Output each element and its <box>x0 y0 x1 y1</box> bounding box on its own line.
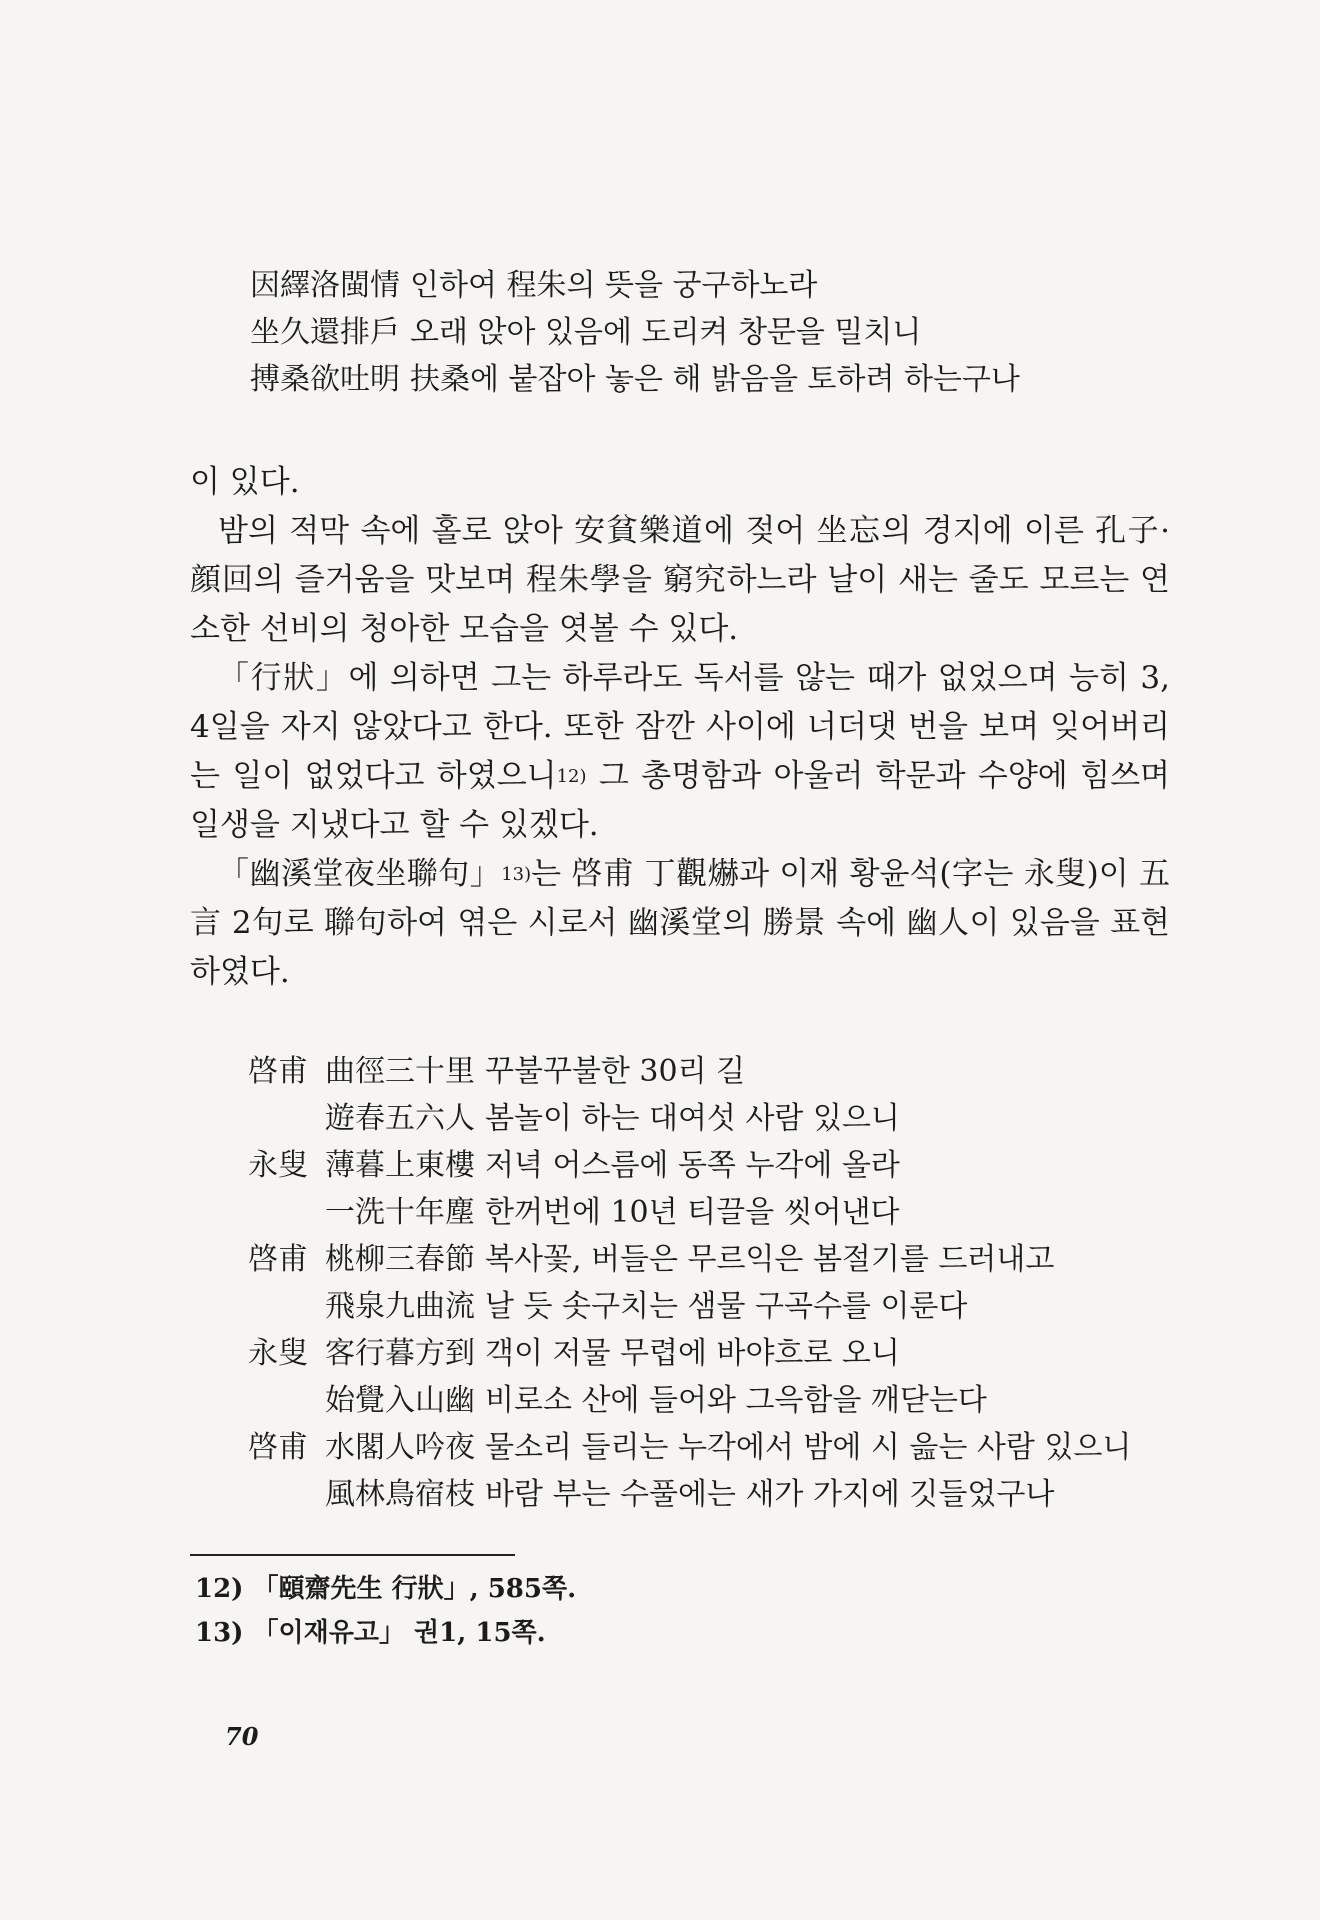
paragraph-text: 는 啓甫 丁觀爀과 이재 황윤석(字는 永叟)이 五言 2句로 聯句하여 엮은 시로서 幽溪堂의 勝景 속에 幽人이 있음을 표현하였다. <box>190 856 1171 990</box>
footnote: 13) 「이재유고」 권1, 15쪽. <box>195 1618 546 1648</box>
footnote-ref: 12) <box>556 766 587 787</box>
paragraph-text: 그 총명함과 아울러 학문과 수양에 힘쓰며 일생을 지냈다고 할 수 있겠다. <box>190 758 1170 843</box>
paragraph <box>190 654 1170 850</box>
poem-hanja: 因繹洛閩情 <box>250 268 400 303</box>
footnote-ref: 13) <box>501 864 532 885</box>
verse-korean: 물소리 들리는 누각에서 밤에 시 읊는 사람 있으니 <box>485 1430 1132 1465</box>
verse-hanja: 風林鳥宿枝 <box>325 1477 475 1512</box>
paragraph: 이 있다. <box>190 464 300 500</box>
verse-speaker: 永叟 <box>248 1148 308 1183</box>
paragraph: 밤의 적막 속에 홀로 앉아 安貧樂道에 젖어 坐忘의 경지에 이른 孔子·顔回의 즐거움을 맛보며 程朱學을 窮究하느라 날이 새는 줄도 모르는 연소한 선비의 청아한 모습을 엿볼 수 있다. <box>190 513 1170 647</box>
body-text <box>190 458 1170 997</box>
poem-korean: 인하여 程朱의 뜻을 궁구하노라 <box>410 268 818 303</box>
verse-speaker: 啓甫 <box>248 1054 308 1089</box>
verse-hanja: 一洗十年塵 <box>325 1195 475 1230</box>
page-number: 70 <box>225 1722 259 1751</box>
paragraph-text: 「行狀」에 의하면 그는 하루라도 독서를 않는 때가 없었으며 능히 3, 4일을 자지 않았다고 한다. 또한 잠깐 사이에 너더댓 번을 보며 잊어버리는 일이 없었다고 하였으니 <box>190 660 1170 794</box>
verse-korean: 비로소 산에 들어와 그윽함을 깨닫는다 <box>485 1383 987 1418</box>
footnote-divider <box>190 1554 515 1556</box>
verse-speaker: 啓甫 <box>248 1430 308 1465</box>
verse-korean: 꾸불꾸불한 30리 길 <box>485 1054 746 1089</box>
verse-korean: 바람 부는 수풀에는 새가 가지에 깃들었구나 <box>485 1477 1055 1512</box>
verse-speaker: 啓甫 <box>248 1242 308 1277</box>
verse-korean: 날 듯 솟구치는 샘물 구곡수를 이룬다 <box>485 1289 968 1324</box>
verse-hanja: 始覺入山幽 <box>325 1383 475 1418</box>
paragraph <box>190 850 1170 997</box>
verse-hanja: 遊春五六人 <box>325 1101 475 1136</box>
verse-hanja: 薄暮上東樓 <box>325 1148 475 1183</box>
paragraph-text: 「幽溪堂夜坐聯句」 <box>218 856 502 892</box>
poem-hanja: 搏桑欲吐明 <box>250 362 400 397</box>
verse-korean: 봄놀이 하는 대여섯 사람 있으니 <box>485 1101 900 1136</box>
verse-korean: 객이 저물 무렵에 바야흐로 오니 <box>485 1336 900 1371</box>
verse-speaker: 永叟 <box>248 1336 308 1371</box>
verse-hanja: 客行暮方到 <box>325 1336 475 1371</box>
poem-korean: 오래 앉아 있음에 도리켜 창문을 밀치니 <box>410 315 922 350</box>
verse-hanja: 水閣人吟夜 <box>325 1430 475 1465</box>
verse-hanja: 曲徑三十里 <box>325 1054 475 1089</box>
verse-hanja: 桃柳三春節 <box>325 1242 475 1277</box>
poem-hanja: 坐久還排戶 <box>250 315 400 350</box>
footnote: 12) 「頤齋先生 行狀」, 585쪽. <box>195 1574 577 1604</box>
poem-korean: 扶桑에 붙잡아 놓은 해 밝음을 토하려 하는구나 <box>410 362 1020 397</box>
verse-korean: 한꺼번에 10년 티끌을 씻어낸다 <box>485 1195 900 1230</box>
verse-korean: 복사꽃, 버들은 무르익은 봄절기를 드러내고 <box>485 1242 1055 1277</box>
verse-korean: 저녁 어스름에 동쪽 누각에 올라 <box>485 1148 900 1183</box>
verse-hanja: 飛泉九曲流 <box>325 1289 475 1324</box>
